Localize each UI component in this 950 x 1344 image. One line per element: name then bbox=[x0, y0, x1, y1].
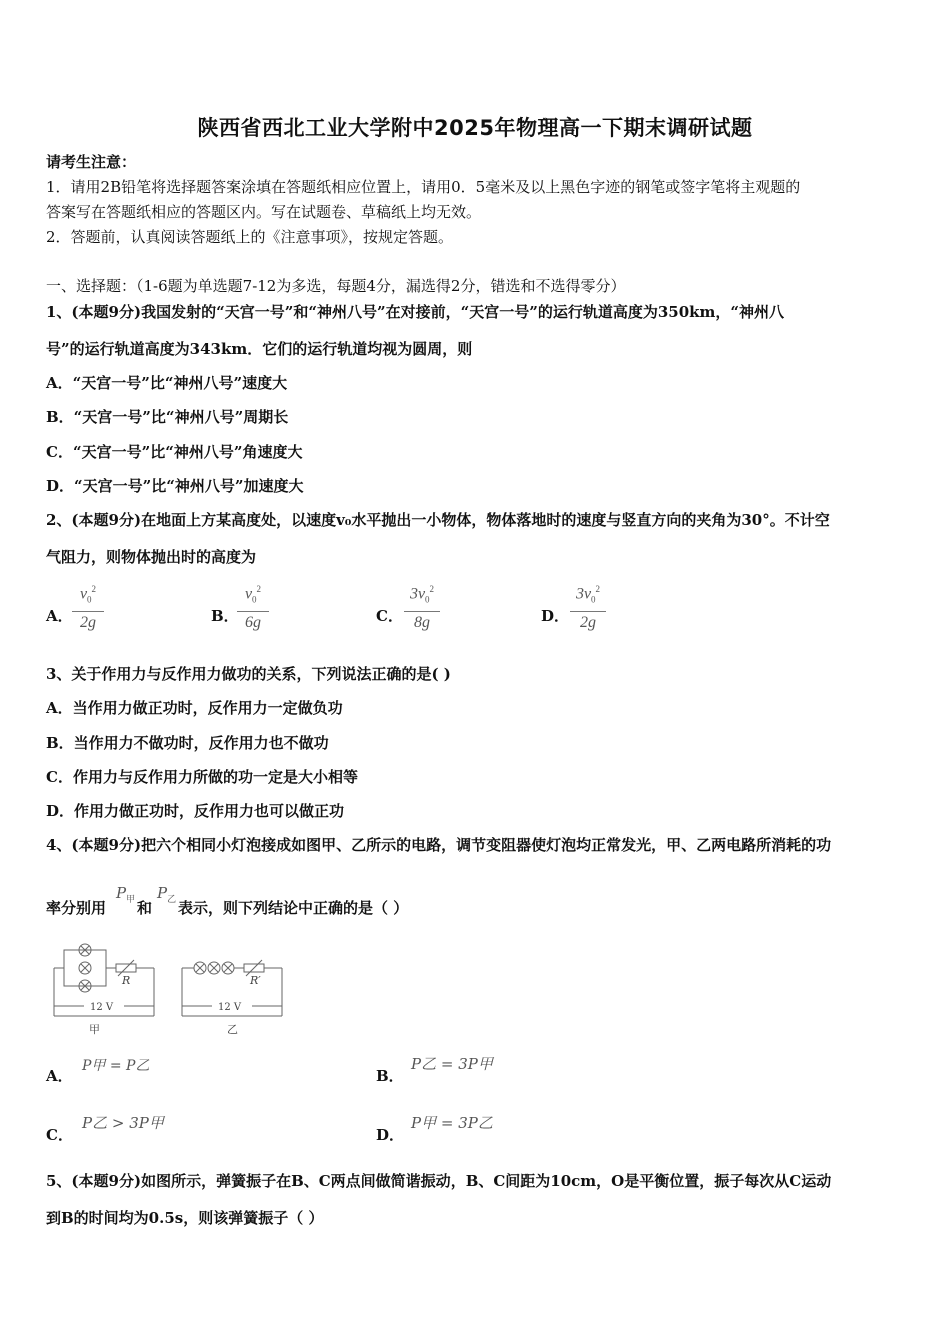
q4-option-c-label: C． bbox=[46, 1126, 73, 1144]
notice-item-1: 1．请用2B铅笔将选择题答案涂填在答题纸相应位置上，请用0．5毫米及以上黑色字迹的钢笔或签字笔将主观题的 bbox=[46, 178, 801, 196]
q4-stem: 4、(本题9分)把六个相同小灯泡接成如图甲、乙所示的电路，调节变阻器使灯泡均正常发光，甲、乙两电路所消耗的功 bbox=[46, 836, 832, 854]
q4-stem-part3: 表示，则下列结论中正确的是（ ） bbox=[178, 899, 409, 917]
q4-p-yi-symbol: $P_乙$ bbox=[157, 884, 177, 905]
q5-stem-cont: 到B的时间均为0.5s，则该弹簧振子（ ） bbox=[46, 1209, 324, 1227]
q4-p-jia-symbol: $P_甲$ bbox=[116, 884, 136, 905]
q3-stem: 3、关于作用力与反作用力做功的关系，下列说法正确的是( ) bbox=[46, 665, 451, 683]
right-r-label: R′ bbox=[250, 974, 261, 987]
section-heading: 一、选择题：（1-6题为单选题7-12为多选，每题4分，漏选得2分，错选和不选得零分） bbox=[46, 277, 626, 295]
page-title: 陕西省西北工业大学附中2025年物理高一下期末调研试题 bbox=[197, 116, 753, 140]
q2-option-d-fraction: $3v_0^2$ 2g bbox=[566, 580, 610, 632]
q1-stem-cont: 号”的运行轨道高度为343km．它们的运行轨道均视为圆周，则 bbox=[46, 340, 473, 358]
q4-circuit-figure bbox=[46, 940, 296, 1040]
left-caption: 甲 bbox=[89, 1023, 100, 1036]
q2-stem: 2、(本题9分)在地面上方某高度处，以速度v₀水平抛出一小物体，物体落地时的速度与竖直方向的夹角为30°。不计空 bbox=[46, 511, 830, 529]
q2-option-d-label: D． bbox=[541, 607, 570, 625]
left-voltage-label: 12 V bbox=[90, 1002, 114, 1013]
q4-option-a-expr: P甲 = P乙 bbox=[82, 1058, 150, 1074]
q4-option-b-label: B． bbox=[376, 1067, 404, 1085]
q4-option-d-expr: P甲 = 3P乙 bbox=[411, 1114, 493, 1132]
q3-option-c: C．作用力与反作用力所做的功一定是大小相等 bbox=[46, 768, 358, 786]
q2-option-c-fraction: $3v_0^2$ 8g bbox=[400, 580, 444, 632]
q1-stem: 1、(本题9分)我国发射的“天宫一号”和“神州八号”在对接前，“天宫一号”的运行轨道高度为350km，“神州八 bbox=[46, 303, 785, 321]
notice-item-2: 2．答题前，认真阅读答题纸上的《注意事项》，按规定答题。 bbox=[46, 228, 454, 246]
q2-option-a-fraction: $v_0^2$ 2g bbox=[68, 580, 108, 632]
q4-stem-part2: 和 bbox=[137, 899, 153, 917]
q1-option-b: B．“天宫一号”比“神州八号”周期长 bbox=[46, 408, 289, 426]
q3-option-d: D．作用力做正功时，反作用力也可以做正功 bbox=[46, 802, 345, 820]
q2-stem-cont: 气阻力，则物体抛出时的高度为 bbox=[46, 548, 257, 566]
q5-stem: 5、(本题9分)如图所示，弹簧振子在B、C两点间做简谐振动，B、C间距为10cm，O是平衡位置，振子每次从C运动 bbox=[46, 1172, 832, 1190]
right-voltage-label: 12 V bbox=[218, 1002, 242, 1013]
q4-option-a-label: A． bbox=[46, 1067, 73, 1085]
q1-option-c: C．“天宫一号”比“神州八号”角速度大 bbox=[46, 443, 303, 461]
q2-option-b-fraction: $v_0^2$ 6g bbox=[233, 580, 273, 632]
left-r-label: R bbox=[122, 974, 131, 987]
q2-option-c-label: C． bbox=[376, 607, 403, 625]
q4-option-b-expr: P乙 = 3P甲 bbox=[411, 1055, 493, 1073]
q4-stem-part1: 率分别用 bbox=[46, 899, 107, 917]
q2-option-a-label: A． bbox=[46, 607, 73, 625]
right-caption: 乙 bbox=[227, 1023, 238, 1036]
q1-option-a: A．“天宫一号”比“神州八号”速度大 bbox=[46, 374, 288, 392]
q3-option-b: B．当作用力不做功时，反作用力也不做功 bbox=[46, 734, 329, 752]
q4-option-d-label: D． bbox=[376, 1126, 405, 1144]
q3-option-a: A．当作用力做正功时，反作用力一定做负功 bbox=[46, 699, 343, 717]
q4-option-c-expr: P乙 > 3P甲 bbox=[82, 1114, 164, 1132]
notice-item-1-cont: 答案写在答题纸相应的答题区内。写在试题卷、草稿纸上均无效。 bbox=[46, 203, 482, 221]
q1-option-d: D．“天宫一号”比“神州八号”加速度大 bbox=[46, 477, 304, 495]
q2-option-b-label: B． bbox=[211, 607, 239, 625]
notice-heading: 请考生注意： bbox=[46, 153, 137, 171]
